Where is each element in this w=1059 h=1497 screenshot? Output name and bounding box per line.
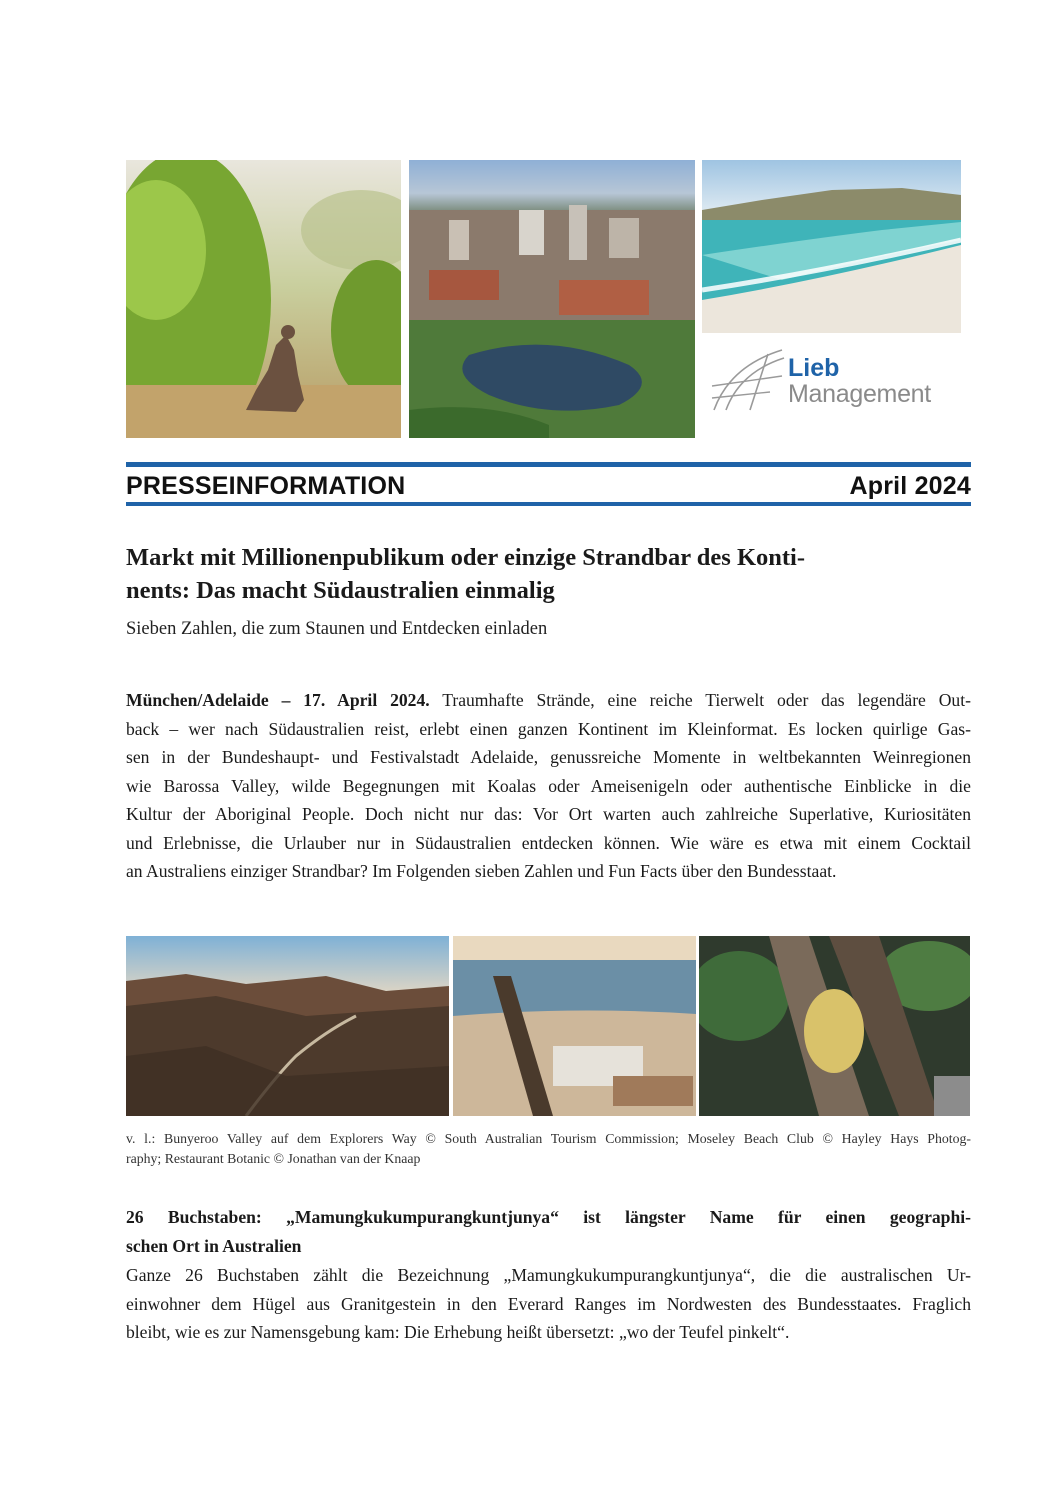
header-rule-bottom (126, 502, 971, 506)
page-title (126, 541, 971, 607)
bunyeroo-valley-photo (126, 936, 449, 1116)
caption-line: v. l.: Bunyeroo Valley auf dem Explorers Way © South Australian Tourism Commission; Moseley Beach Club © Hayley Hays Photog- (126, 1131, 971, 1146)
beach-coast-photo (702, 160, 961, 333)
moseley-beach-club-photo (453, 936, 696, 1116)
logo-word-lieb: Lieb (788, 354, 840, 382)
intro-line: back – wer nach Südaustralien reist, erlebt einen ganzen Kontinent im Kleinformat. Es locken quirlige Gas- (126, 718, 971, 739)
title-line: Markt mit Millionenpublikum oder einzige Strandbar des Konti- (126, 544, 806, 571)
intro-line: sen in der Bundeshaupt- und Festivalstadt Adelaide, genussreiche Momente in weltbekannten Weinregionen (126, 747, 971, 767)
logo-word-management: Management (788, 380, 931, 408)
intro-text: Traumhafte Strände, eine reiche Tierwelt oder das legendäre Out- (442, 690, 971, 710)
intro-line: wie Barossa Valley, wilde Begegnungen mit Koalas oder Ameisenigeln oder authentische Einblicke in die (126, 775, 971, 796)
adelaide-city-aerial-photo (409, 160, 695, 438)
header-rule-top (126, 462, 971, 467)
dateline: München/Adelaide – 17. April 2024. (126, 690, 430, 710)
section-paragraph (126, 1261, 971, 1347)
section-line: bleibt, wie es zur Namensgebung kam: Die Erhebung heißt übersetzt: „wo der Teufel pinkelt“. (126, 1322, 790, 1342)
intro-line: und Erlebnisse, die Urlauber nur in Südaustralien entdecken können. Wie wäre es etwa mit einem Cocktail (126, 832, 971, 853)
section-line: einwohner dem Hügel aus Granitgestein in den Everard Ranges im Nordwesten des Bundesstaates. Fraglich (126, 1293, 971, 1314)
title-line: nents: Das macht Südaustralien einmalig (126, 577, 555, 604)
caption-line: raphy; Restaurant Botanic © Jonathan van der Knaap (126, 1151, 421, 1166)
subtitle: Sieben Zahlen, die zum Staunen und Entdecken einladen (126, 619, 548, 639)
section-heading-line: 26 Buchstaben: „Mamungkukumpurangkuntjunya“ ist längster Name für einen geographi- (126, 1207, 971, 1227)
press-label: PRESSEINFORMATION (126, 472, 406, 500)
section-heading-line: schen Ort in Australien (126, 1236, 302, 1256)
intro-line: Kultur der Aboriginal People. Doch nicht nur das: Vor Ort warten auch zahlreiche Superlative, Kuriositäten (126, 804, 971, 824)
photo-caption (126, 1129, 971, 1169)
lieb-management-logo (706, 340, 962, 438)
section-line: Ganze 26 Buchstaben zählt die Bezeichnung „Mamungkukumpurangkuntjunya“, die die australischen Ur- (126, 1265, 971, 1285)
intro-line-1 (126, 686, 971, 715)
press-date: April 2024 (849, 472, 971, 500)
restaurant-botanic-photo (699, 936, 970, 1116)
kangaroo-vineyard-photo (126, 160, 401, 438)
intro-line: an Australiens einziger Strandbar? Im Folgenden sieben Zahlen und Fun Facts über den Bundesstaat. (126, 861, 837, 881)
section-heading (126, 1203, 971, 1261)
intro-paragraph (126, 686, 971, 886)
